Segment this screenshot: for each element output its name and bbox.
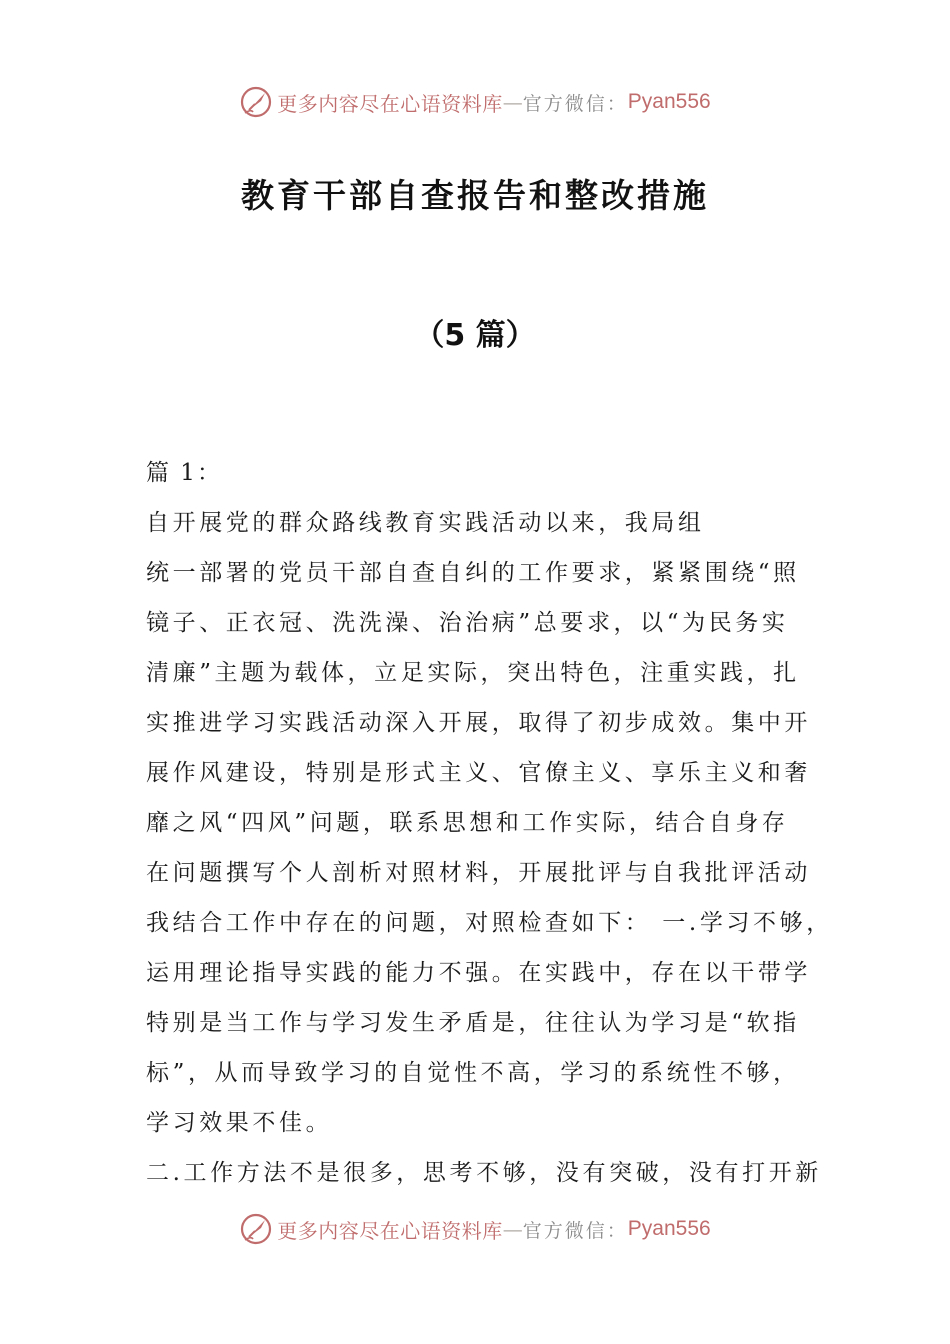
watermark-text: 更多内容尽在心语资料库 (277, 1218, 503, 1243)
paragraph-line: 标”，从而导致学习的自觉性不高，学习的系统性不够， (146, 1060, 800, 1086)
paragraph-line: 学习效果不佳。 (146, 1110, 333, 1136)
paragraph-line: 我结合工作中存在的问题，对照检查如下： 一.学习不够， (146, 910, 833, 936)
paragraph-line: 镜子、正衣冠、洗洗澡、治治病”总要求，以“为民务实 (146, 610, 789, 636)
paragraph-line: 展作风建设，特别是形式主义、官僚主义、享乐主义和奢 (146, 760, 811, 786)
watermark-label: 官方微信： (522, 1219, 628, 1242)
watermark-label: 官方微信： (522, 92, 628, 115)
paragraph-line: 运用理论指导实践的能力不强。在实践中，存在以干带学 (146, 960, 811, 986)
quill-logo-icon (239, 85, 273, 119)
section-heading: 篇 1： (146, 460, 222, 486)
paragraph-line: 实推进学习实践活动深入开展，取得了初步成效。集中开 (146, 710, 811, 736)
watermark-header (0, 82, 950, 122)
document-body (146, 448, 833, 1198)
paragraph-line: 靡之风“四风”问题，联系思想和工作实际，结合自身存 (146, 810, 789, 836)
document-title: 教育干部自查报告和整改措施 (241, 176, 709, 215)
paragraph-line: 自开展党的群众路线教育实践活动以来，我局组 (146, 510, 705, 536)
paragraph-line: 二.工作方法不是很多，思考不够，没有突破，没有打开新 (146, 1160, 822, 1186)
paragraph-line: 统一部署的党员干部自查自纠的工作要求，紧紧围绕“照 (146, 560, 800, 586)
document-subtitle: （5 篇） (414, 318, 536, 353)
paragraph-line: 在问题撰写个人剖析对照材料，开展批评与自我批评活动 (146, 860, 811, 886)
watermark-separator: — (502, 1217, 523, 1241)
watermark-separator: — (502, 90, 523, 114)
quill-logo-icon (239, 1212, 273, 1246)
watermark-wechat-id: Pyan556 (627, 1217, 711, 1240)
watermark-footer (0, 1209, 950, 1249)
paragraph-line: 清廉”主题为载体，立足实际，突出特色，注重实践，扎 (146, 660, 800, 686)
paragraph-line: 特别是当工作与学习发生矛盾是，往往认为学习是“软指 (146, 1010, 800, 1036)
watermark-wechat-id: Pyan556 (627, 90, 711, 113)
watermark-text: 更多内容尽在心语资料库 (277, 91, 503, 116)
